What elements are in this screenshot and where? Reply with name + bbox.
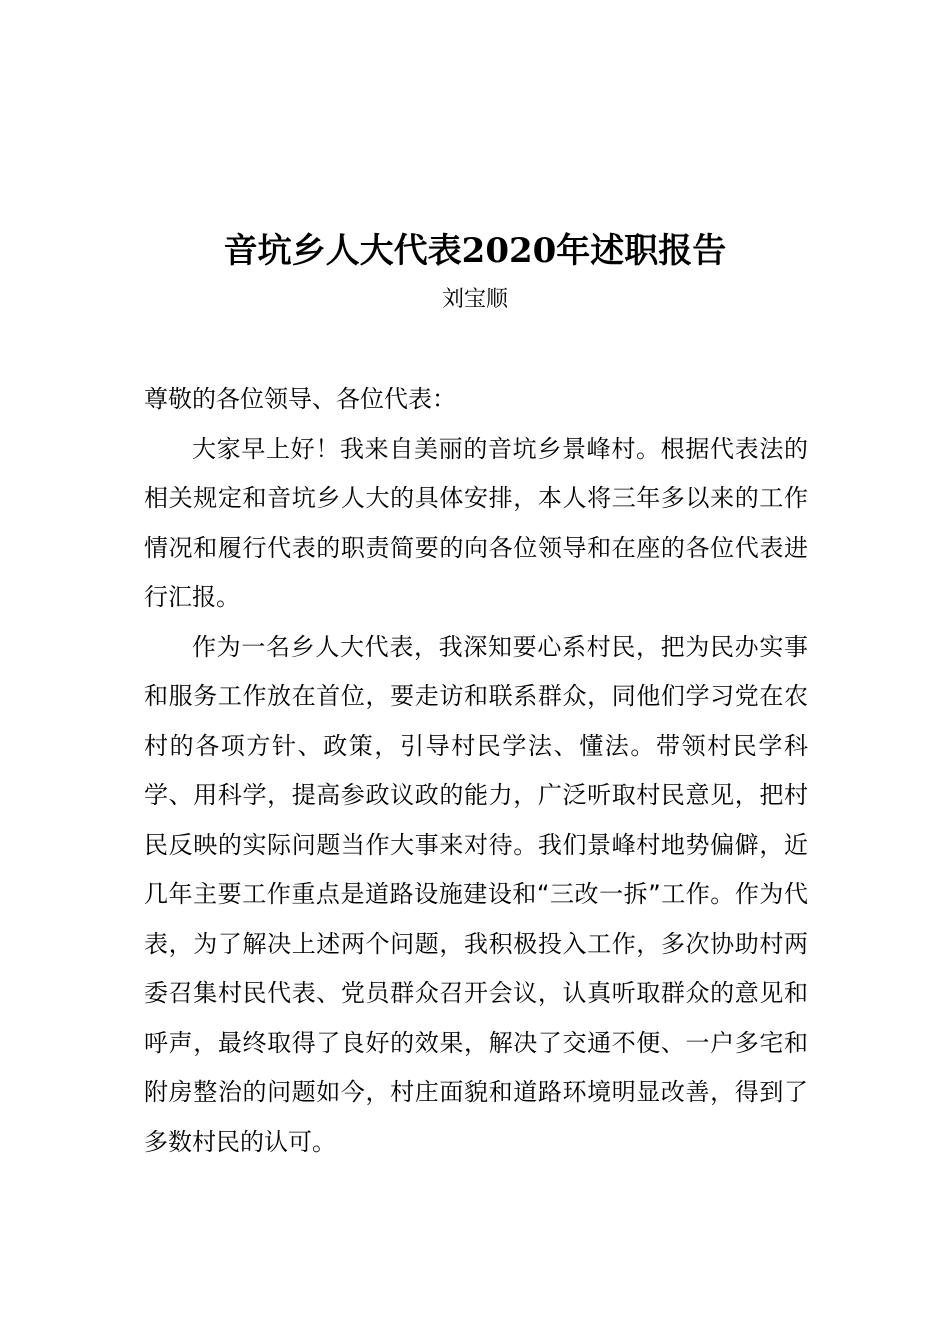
document-title: 音坑乡人大代表2020年述职报告 bbox=[223, 231, 727, 271]
document-author: 刘宝顺 bbox=[441, 287, 508, 312]
document-body bbox=[144, 375, 808, 1167]
salutation: 尊敬的各位领导、各位代表： bbox=[144, 385, 456, 413]
paragraph-2: 作为一名乡人大代表，我深知要心系村民，把为民办实事和服务工作放在首位，要走访和联系群众，同他们学习党在农村的各项方针、政策，引导村民学法、懂法。带领村民学科学、用科学，提高参政议政的能力，广泛听取村民意见，把村民反映的实际问题当作大事来对待。我们景峰村地势偏僻，近几年主要工作重点是道路设施建设和“三改一拆”工作。作为代表，为了解决上述两个问题，我积极投入工作，多次协助村两委召集村民代表、党员群众召开会议，认真听取群众的意见和呼声，最终取得了良好的效果，解决了交通不便、一户多宅和附房整治的问题如今，村庄面貌和道路环境明显改善，得到了多数村民的认可。 bbox=[144, 632, 808, 1156]
paragraph-1: 大家早上好！我来自美丽的音坑乡景峰村。根据代表法的相关规定和音坑乡人大的具体安排，本人将三年多以来的工作情况和履行代表的职责简要的向各位领导和在座的各位代表进行汇报。 bbox=[144, 434, 808, 611]
